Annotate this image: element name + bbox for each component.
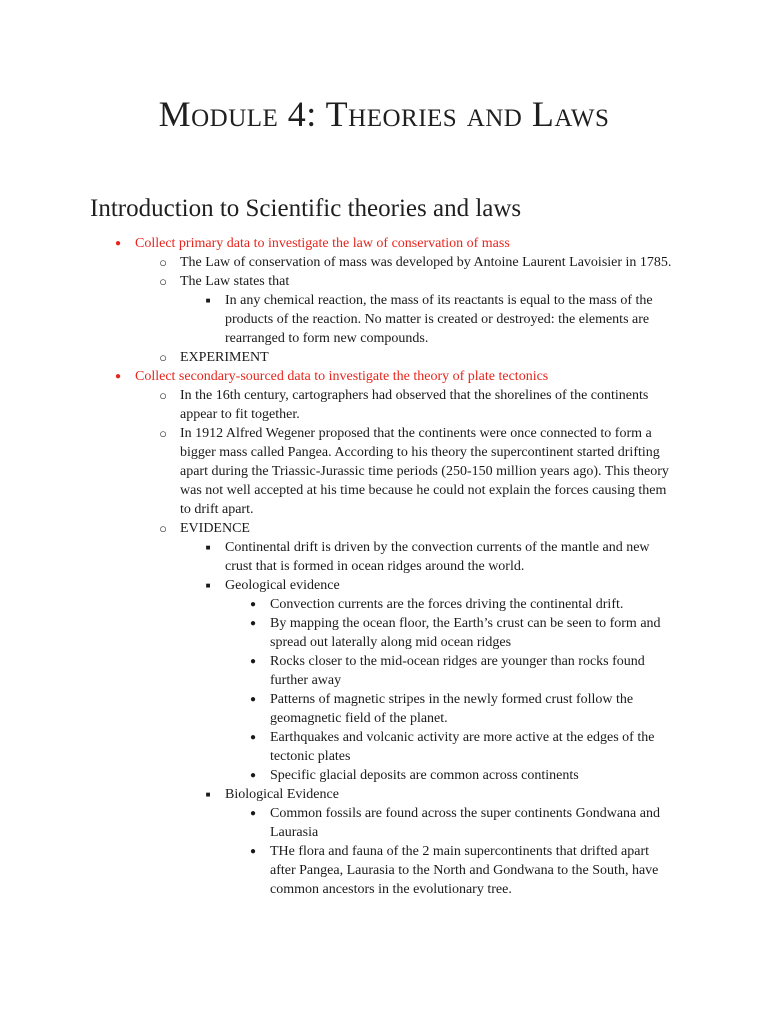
bullet-marker: ■ [205,790,211,799]
sub-list [180,804,678,899]
section-item [0,367,768,899]
list-item-text: In any chemical reaction, the mass of its reactants is equal to the mass of the products of the reaction. No matter is created or destroyed: the elements are rearranged to form new compounds. [225,293,653,346]
bullet-marker: ○ [159,388,167,403]
list-item [135,424,678,519]
list-item-text: By mapping the ocean floor, the Earth’s crust can be seen to form and spread out laterally along mid ocean ridges [270,616,661,650]
list-item [225,614,678,652]
list-item-text: EVIDENCE [180,521,250,536]
section-title: Collect primary data to investigate the law of conservation of mass [135,236,510,251]
sub-list [0,386,678,899]
bullet-marker: ○ [159,255,167,270]
list-item-text: The Law states that [180,274,290,289]
sub-list [180,595,678,785]
bullet-marker: ● [249,656,257,667]
bullet-marker: ■ [205,543,211,552]
list-item-text: Common fossils are found across the super continents Gondwana and Laurasia [270,806,660,840]
document-body [0,234,768,899]
list-item [225,690,678,728]
section-title: Collect secondary-sourced data to investigate the theory of plate tectonics [135,369,549,384]
bullet-marker: ○ [159,426,167,441]
sub-list [135,291,678,348]
list-item [135,348,678,367]
bullet-marker: ● [249,694,257,705]
list-item-text: THe flora and fauna of the 2 main supercontinents that drifted apart after Pangea, Laurasia to the North and Gondwana to the South, have common ancestors in the evolutionary tree. [270,844,659,897]
list-item-text: The Law of conservation of mass was developed by Antoine Laurent Lavoisier in 1785. [180,255,672,270]
bullet-marker: ○ [159,521,167,536]
bullet-marker: ■ [205,581,211,590]
list-item-text: In the 16th century, cartographers had observed that the shorelines of the continents appear to fit together. [180,388,649,422]
sub-list [0,253,678,367]
sub-list [135,538,678,899]
list-item [180,785,678,899]
list-item [135,519,678,899]
list-item [225,842,678,899]
list-item [225,766,678,785]
bullet-marker: ○ [159,274,167,289]
list-item [135,253,678,272]
outline-list [0,234,768,899]
list-item-text: Biological Evidence [225,787,339,802]
bullet-marker: ■ [205,296,211,305]
bullet-marker: ● [249,599,257,610]
bullet-marker: ○ [159,350,167,365]
list-item [225,652,678,690]
list-item [225,595,678,614]
list-item [225,804,678,842]
list-item-text: Rocks closer to the mid-ocean ridges are younger than rocks found further away [270,654,645,688]
list-item-text: EXPERIMENT [180,350,269,365]
bullet-marker: ● [249,618,257,629]
list-item-text: Earthquakes and volcanic activity are more active at the edges of the tectonic plates [270,730,655,764]
bullet-marker: ● [114,371,122,382]
section-heading: Introduction to Scientific theories and laws [90,195,522,222]
list-item-text: Geological evidence [225,578,340,593]
bullet-marker: ● [249,732,257,743]
list-item-text: Specific glacial deposits are common across continents [270,768,579,783]
list-item [135,386,678,424]
bullet-marker: ● [114,238,122,249]
list-item [180,538,678,576]
page-title: Module 4: Theories and Laws [158,94,610,134]
bullet-marker: ● [249,808,257,819]
section-item [0,234,768,367]
list-item-text: Continental drift is driven by the convection currents of the mantle and new crust that is formed in ocean ridges around the world. [225,540,650,574]
list-item-text: Convection currents are the forces driving the continental drift. [270,597,624,612]
list-item-text: Patterns of magnetic stripes in the newly formed crust follow the geomagnetic field of the planet. [270,692,634,726]
list-item [225,728,678,766]
list-item [180,291,678,348]
list-item-text: In 1912 Alfred Wegener proposed that the continents were once connected to form a bigger mass called Pangea. According to his theory the supercontinent started drifting apart during the Triassic-Jurassic time periods (250-150 million years ago). This theory was not well accepted at his time because he could not explain the forces causing them to drift apart. [180,426,669,517]
bullet-marker: ● [249,770,257,781]
list-item [180,576,678,785]
bullet-marker: ● [249,846,257,857]
list-item [135,272,678,348]
